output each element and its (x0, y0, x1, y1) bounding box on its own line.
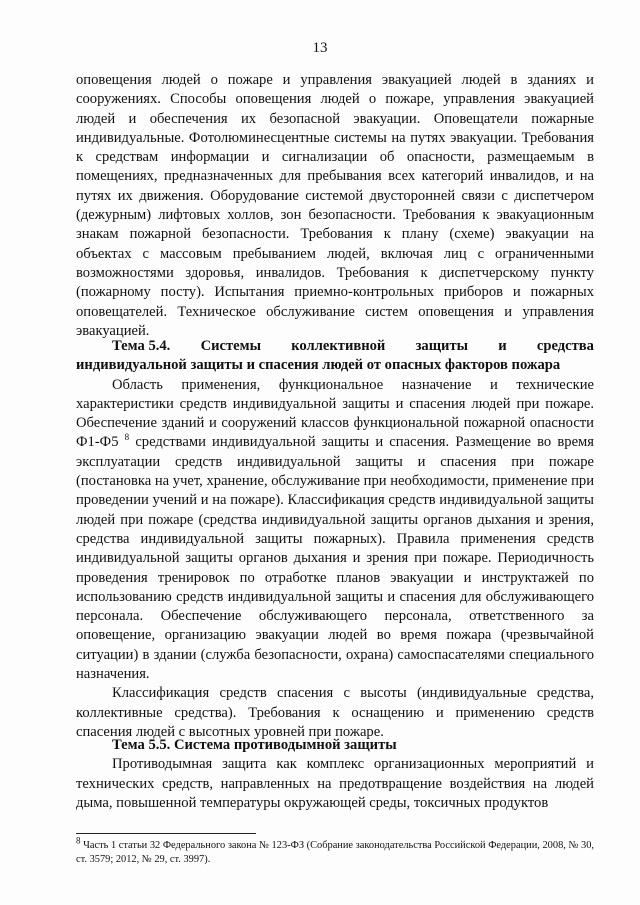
section-5-5-paragraph-1: Противодымная защита как комплекс организационных мероприятий и технических средств, направленных на предотвращение воздействия на людей дыма, повышенной температуры окружающей среды, токсичных продуктов (76, 756, 594, 811)
footnote-divider (76, 833, 256, 834)
intro-paragraph: оповещения людей о пожаре и управления эвакуацией людей в зданиях и сооружениях. Способы оповещения людей о пожаре, управления эвакуацией людей и обеспечения их безопасной эвакуации. Оповещатели пожарные индивидуальные. Фотолюминесцентные системы на путях эвакуации. Требования к средствам информации и сигнализации об опасности, размещаемым в помещениях, предназначенных для пребывания всех категорий инвалидов, и на путях их движения. Оборудование системой двусторонней связи с диспетчером (дежурным) лифтовых холлов, зон безопасности. Требования к эвакуационным знакам пожарной безопасности. Требования к плану (схеме) эвакуации на объектах с массовым пребыванием людей, включая лиц с ограниченными возможностями здоровья, инвалидов. Требования к диспетчерскому пункту (пожарному посту). Испытания приемно-контрольных приборов и пожарных оповещателей. Техническое обслуживание систем оповещения и управления эвакуацией. (76, 72, 594, 339)
section-5-4-heading-line2: индивидуальной защиты и спасения людей от опасных факторов пожара (76, 357, 561, 374)
section-5-4-paragraph-2: Классификация средств спасения с высоты (индивидуальные средства, коллективные средства). Требования к оснащению и применению средств спасения людей с высотных уровней при пожаре. (76, 685, 594, 740)
paragraph-text: средствами индивидуальной защиты и спасения. Размещение во время эксплуатации средств индивидуальной защиты и спасения при пожаре (постановка на учет, хранение, обслуживание при необходимости, применение при проведении учений и на пожаре). Классификация средств индивидуальной защиты людей при пожаре (средства индивидуальной защиты органов дыхания и зрения, средства индивидуальной защиты пожарных). Правила применения средств индивидуальной защиты органов дыхания и зрения при пожаре. Периодичность проведения тренировок по отработке планов эвакуации и инструктажей по использованию средств индивидуальной защиты и спасения для обслуживающего персонала. Обеспечение обслуживающего персонала, ответственного за оповещение, организацию эвакуации людей во время пожара (чрезвычайной ситуации) в здании (служба безопасности, охрана) самоспасателями специального назначения. (76, 434, 594, 683)
heading-word: средства (536, 338, 594, 354)
footnote-marker: 8 (76, 835, 81, 846)
heading-word: коллективной (291, 338, 386, 354)
section-5-5 (76, 736, 594, 813)
heading-word: Тема 5.4. (112, 338, 171, 354)
section-5-4-heading-line1 (76, 337, 594, 356)
intro-paragraph-block (76, 71, 594, 341)
section-5-5-heading: Тема 5.5. Система противодымной защиты (112, 737, 397, 753)
footnote-text: Часть 1 статьи 32 Федерального закона № 123-ФЗ (Собрание законодательства Российской Федерации, 2008, № 30, ст. 3579; 2012, № 29, ст. 3997). (76, 840, 594, 865)
paragraph-text: Область применения, функциональное назначение и технические характеристики средств индивидуальной защиты и спасения людей при пожаре. Обеспечение зданий и сооружений классов функциональной пожарной опасности Ф1-Ф5 (76, 376, 594, 451)
heading-word: защиты (415, 338, 469, 354)
footnote (76, 835, 594, 867)
heading-word: и (498, 338, 507, 354)
page-number: 13 (312, 40, 328, 56)
section-5-4-paragraph-1 (76, 376, 594, 685)
footnote-reference: 8 (124, 432, 130, 443)
heading-word: Системы (200, 338, 261, 354)
section-5-4 (76, 337, 594, 742)
